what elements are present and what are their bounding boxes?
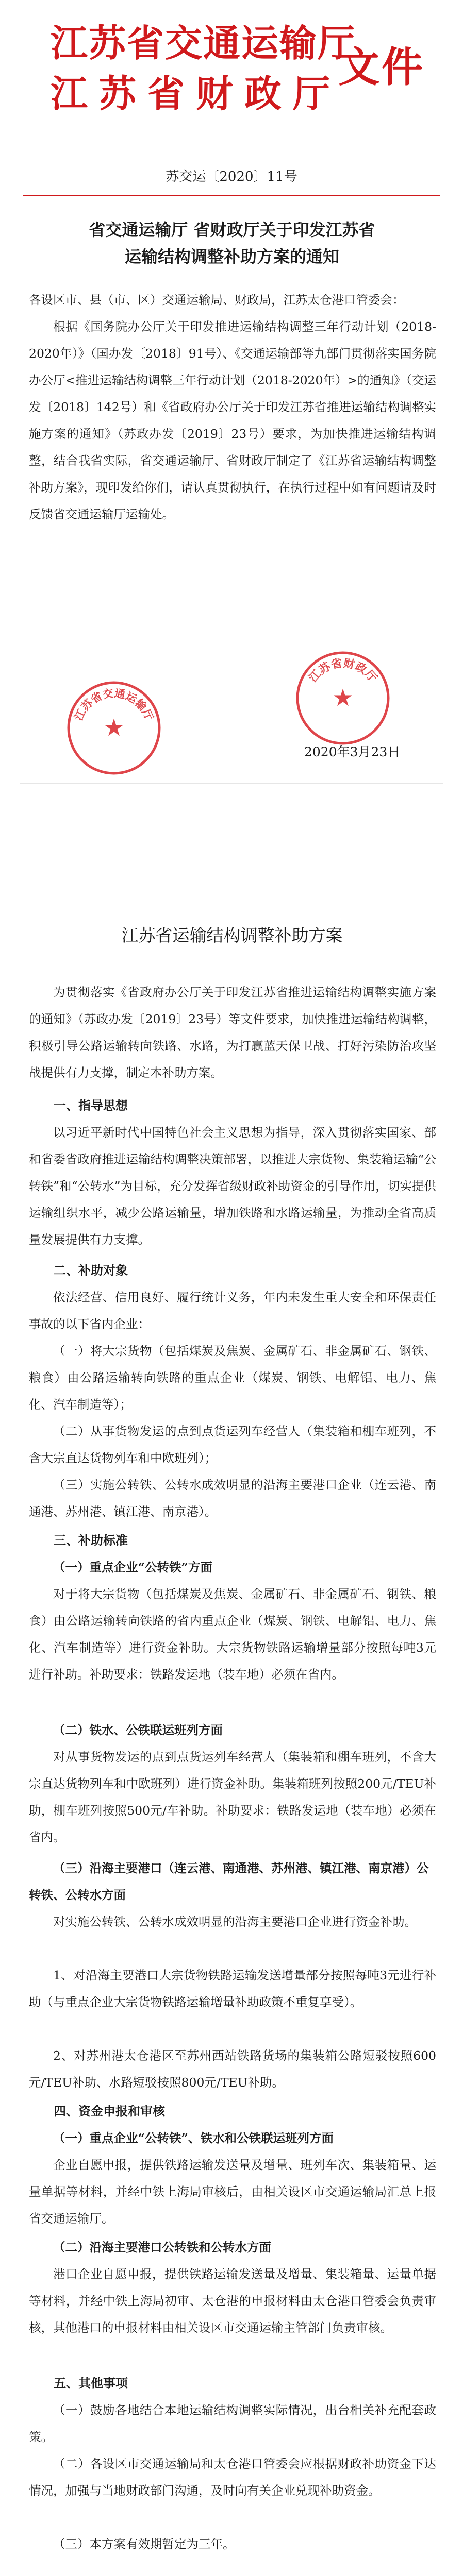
plan-intro: 为贯彻落实《省政府办公厅关于印发江苏省推进运输结构调整实施方案的通知》（苏政办发〔2019〕23号）等文件要求，加快推进运输结构调整，积极引导公路运输转向铁路、水路，为打赢蓝天保卫战、打好污染防治攻坚战提供有力支撑，制定本补助方案。	[29, 985, 436, 1080]
section-1-text: 以习近平新时代中国特色社会主义思想为指导，深入贯彻落实国家、部和省委省政府推进运输结构调整决策部署，以推进大宗货物、集装箱运输“公转铁”和“公转水”为目标，充分发挥省级财政补助资金的引导作用，切实提供运输组织水平，减少公路运输量，增加铁路和水路运输量，为推动全省高质量发展提供有力支撑。	[29, 1125, 436, 1247]
section-2-text: 依法经营、信用良好、履行统计义务，年内未发生重大安全和环保责任事故的以下省内企业：	[29, 1290, 436, 1331]
section-5-item-3: （三）本方案有效期暂定为三年。	[53, 2537, 235, 2551]
section-4-2-text: 港口企业自愿申报，提供铁路运输发送量及增量、集装箱量、运量单据等材料，并经中铁上海局初审、太仓港的申报材料由太仓港口管委会负责审核，其他港口的申报材料由相关设区市交通运输主管部门负责审核。	[29, 2267, 436, 2335]
notice-title-2: 运输结构调整补助方案的通知	[124, 247, 339, 266]
section-4-heading: 四、资金申报和审核	[54, 2104, 165, 2119]
section-5-item-2: （二）各设区市交通运输局和太仓港口管委会应根据财政补助资金下达情况，加强与当地财政部门沟通，及时向有关企业兑现补助资金。	[29, 2456, 436, 2498]
section-2-item-2: （二）从事货物发运的点到点货运列车经营人（集装箱和棚车班列，不含大宗直达货物列车和中欧班列）；	[29, 1424, 436, 1465]
section-5-item-1: （一）鼓励各地结合本地运输结构调整实际情况，出台相关补充配套政策。	[29, 2403, 436, 2444]
doc-number: 苏交运〔2020〕11号	[166, 169, 297, 184]
header-word: 文件	[338, 43, 425, 91]
section-3-3-text: 对实施公转铁、公转水成效明显的沿海主要港口企业进行资金补助。	[53, 1914, 417, 1929]
svg-text:★: ★	[103, 714, 125, 741]
section-3-3-item-2: 2、对苏州港太仓港区至苏州西站铁路货场的集装箱公路短驳按照600元/TEU补助、水路短驳按照800元/TEU补助。	[29, 2048, 436, 2090]
red-divider	[23, 195, 440, 196]
svg-text:江苏省财政厅: 江苏省财政厅	[306, 657, 379, 685]
section-3-2-text: 对从事货物发运的点到点货运列车经营人（集装箱和棚车班列，不含大宗直达货物列车和中欧班列）进行资金补助。集装箱班列按照200元/TEU补助，棚车班列按照500元/车补助。补助要求：铁路发运地（装车地）必须在省内。	[29, 1750, 436, 1844]
section-3-2-heading: （二）铁水、公铁联运班列方面	[53, 1723, 223, 1737]
left-seal-stamp	[65, 679, 163, 777]
section-3-3-heading: （三）沿海主要港口（连云港、南通港、苏州港、镇江港、南京港）公转铁、公转水方面	[29, 1861, 429, 1902]
right-seal-stamp	[294, 649, 392, 747]
header-line-2: 江苏省财政厅	[51, 72, 342, 115]
section-4-2-heading: （二）沿海主要港口公转铁和公转水方面	[53, 2240, 271, 2255]
notice-addressee: 各设区市、县（市、区）交通运输局、财政局，江苏太仓港口管委会：	[29, 293, 405, 307]
section-3-3-item-1: 1、对沿海主要港口大宗货物铁路运输发送增量部分按照每吨3元进行补助（与重点企业大宗货物铁路运输增量补助政策不重复享受）。	[29, 1968, 436, 2009]
notice-title-1: 省交通运输厅 省财政厅关于印发江苏省	[89, 220, 375, 240]
section-2-heading: 二、补助对象	[54, 1263, 128, 1278]
section-1-heading: 一、指导思想	[54, 1098, 128, 1113]
svg-text:★: ★	[332, 684, 354, 711]
section-3-1-heading: （一）重点企业“公转铁”方面	[53, 1560, 213, 1574]
section-4-1-text: 企业自愿申报，提供铁路运输发送量及增量、班列车次、集装箱量、运量单据等材料，并经中铁上海局审核后，由相关设区市交通运输局汇总上报省交通运输厅。	[29, 2158, 436, 2226]
notice-date: 2020年3月23日	[304, 744, 401, 759]
svg-text:江苏省交通运输厅: 江苏省交通运输厅	[72, 687, 156, 723]
section-2-item-1: （一）将大宗货物（包括煤炭及焦炭、金属矿石、非金属矿石、钢铁、粮食）由公路运输转向铁路的重点企业（煤炭、钢铁、电解铝、电力、焦化、汽车制造等）；	[29, 1344, 436, 1412]
header-line-1: 江苏省交通运输厅	[51, 22, 356, 65]
notice-body: 根据《国务院办公厅关于印发推进运输结构调整三年行动计划（2018-2020年）》（国办发〔2018〕91号）、《交通运输部等九部门贯彻落实国务院办公厅<推进运输结构调整三年行动计划（2018-2020年）>的通知》（交运发〔2018〕142号）和《省政府办公厅关于印发江苏省推进运输结构调整实施方案的通知》（苏政办发〔2019〕23号）要求，为加快推进运输结构调整，结合我省实际，省交通运输厅、省财政厅制定了《江苏省运输结构调整补助方案》，现印发给你们，请认真贯彻执行，在执行过程中如有问题请及时反馈省交通运输厅运输处。	[29, 319, 436, 521]
section-2-item-3: （三）实施公转铁、公转水成效明显的沿海主要港口企业（连云港、南通港、苏州港、镇江港、南京港）。	[29, 1478, 436, 1519]
plan-title: 江苏省运输结构调整补助方案	[121, 925, 343, 945]
section-5-heading: 五、其他事项	[54, 2376, 128, 2391]
section-4-1-heading: （一）重点企业“公转铁”、铁水和公铁联运班列方面	[53, 2131, 334, 2145]
section-3-1-text: 对于将大宗货物（包括煤炭及焦炭、金属矿石、非金属矿石、钢铁、粮食）由公路运输转向铁路的省内重点企业（煤炭、钢铁、电解铝、电力、焦化、汽车制造等）进行资金补助。大宗货物铁路运输增量部分按照每吨3元进行补助。补助要求：铁路发运地（装车地）必须在省内。	[29, 1587, 436, 1682]
page-separator	[20, 783, 443, 784]
section-3-heading: 三、补助标准	[54, 1533, 128, 1548]
